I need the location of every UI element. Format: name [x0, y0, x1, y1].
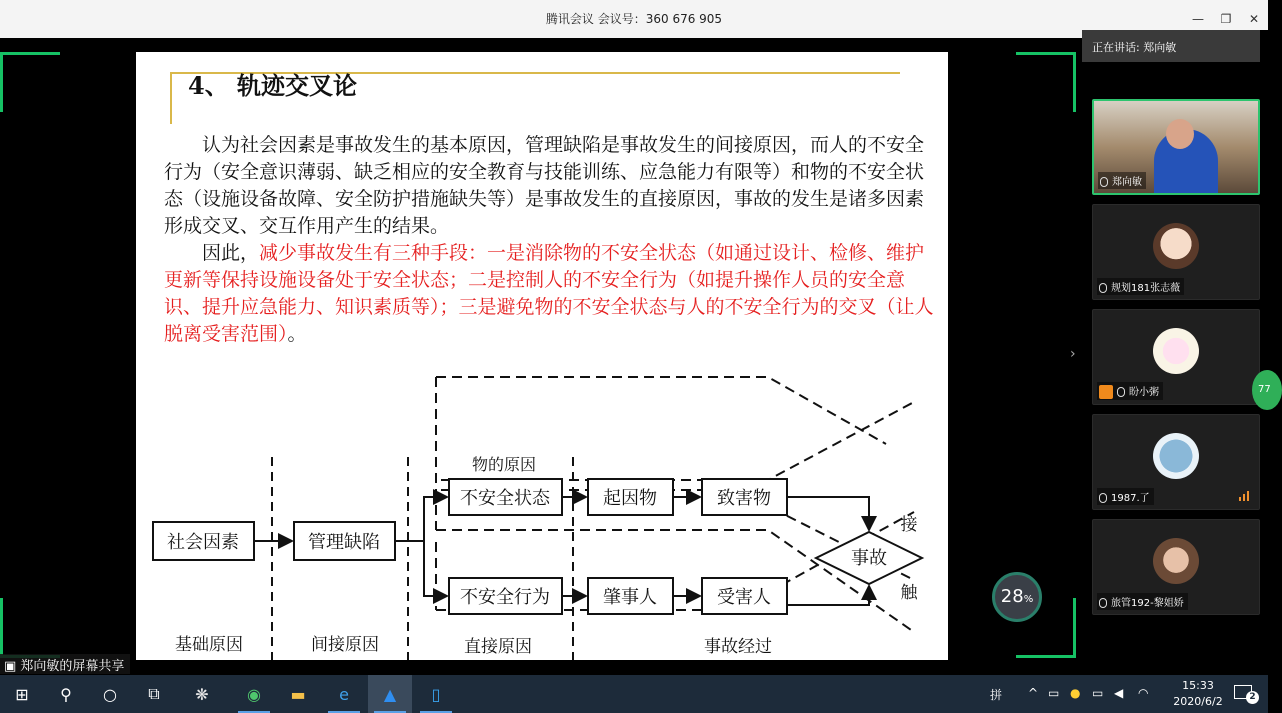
unsafe-act-label: 不安全行为 [460, 587, 550, 608]
para-end: 。 [287, 323, 307, 345]
participants-panel [1082, 30, 1268, 675]
ie-browser-icon[interactable]: e [322, 675, 366, 713]
participant-tile[interactable] [1092, 309, 1260, 405]
tray-app-icon[interactable]: ● [1070, 686, 1081, 700]
participant-tile[interactable] [1092, 99, 1260, 195]
signal-icon [1239, 491, 1251, 501]
title-rule [170, 72, 172, 124]
slide-paragraph [164, 240, 934, 348]
participant-name: 盼小粥 [1097, 382, 1163, 400]
screen-share-label: ▣ 郑向敏的屏幕共享 [0, 654, 130, 674]
app-icon[interactable]: ❋ [195, 684, 209, 704]
para-highlight: 减少事故发生有三种手段：一是消除物的不安全状态（如通过设计、检修、维护更新等保持设施设备处于安全状态；二是控制人的不安全行为（如提升操作人员的安全意识、提升应急能力、知识素质等）；三是避免物的不安全状态与人的不安全行为的交叉（让人脱离受害范围） [164, 242, 934, 345]
harm-thing-label: 致害物 [717, 488, 771, 509]
speaking-indicator: 正在讲话: 郑向敏 [1082, 30, 1260, 62]
restore-button[interactable]: ❐ [1220, 12, 1232, 26]
column-caption: 直接原因 [464, 637, 532, 657]
mic-icon [1099, 283, 1107, 293]
participant-name: 旅管192-黎姐娇 [1097, 593, 1188, 610]
cortana-icon[interactable]: ○ [103, 684, 117, 704]
slide-paragraph: 认为社会因素是事故发生的基本原因，管理缺陷是事故发生的间接原因，而人的不安全行为（安全意识薄弱、缺乏相应的安全教育与技能训练、应急能力有限等）和物的不安全状态（设施设备故障、安全防护措施缺失等）是事故发生的直接原因，事故的发生是诸多因素形成交叉、交互作用产生的结果。 [164, 134, 925, 237]
column-caption: 基础原因 [175, 635, 243, 655]
screen-share-icon: ▣ [4, 659, 21, 674]
close-button[interactable]: ✕ [1248, 12, 1260, 26]
battery-icon[interactable]: ▭ [1092, 686, 1104, 700]
panel-collapse-arrow[interactable]: › [1070, 346, 1076, 362]
minimize-button[interactable]: — [1192, 12, 1204, 26]
participant-name: 规划181张志薇 [1097, 278, 1184, 295]
notification-icon[interactable] [1234, 685, 1256, 702]
contact-label: 触 [900, 583, 918, 603]
para-lead: 因此， [202, 242, 260, 264]
mgmt-label: 管理缺陷 [308, 532, 380, 553]
mic-icon [1117, 387, 1125, 397]
mic-icon [1099, 598, 1107, 608]
chat-icon[interactable]: ▭ [1048, 686, 1060, 700]
participant-video [1166, 119, 1194, 149]
notification-count: 2 [1246, 691, 1259, 704]
column-caption: 间接原因 [311, 635, 379, 655]
contact-label: 接 [900, 515, 918, 535]
clock-time: 15:33 [1182, 679, 1214, 692]
perpetrator-label: 肇事人 [603, 587, 657, 608]
unsafe-state-label: 不安全状态 [460, 488, 550, 509]
window-title: 腾讯会议 会议号：360 676 905 [545, 12, 723, 26]
browser-app-icon[interactable]: ◉ [232, 675, 276, 713]
task-view-icon[interactable]: ⧉ [148, 684, 160, 703]
system-clock[interactable] [1168, 678, 1228, 710]
mic-icon [1100, 177, 1108, 187]
participant-tile[interactable] [1092, 414, 1260, 510]
origin-label: 起因物 [603, 488, 657, 509]
avatar [1153, 433, 1199, 479]
share-frame-corner [0, 598, 60, 658]
network-icon[interactable]: ◠ [1138, 686, 1149, 700]
floating-badge[interactable]: 77 [1252, 370, 1282, 410]
presentation-slide [136, 52, 948, 660]
mic-icon [1099, 493, 1107, 503]
user-icon [1099, 385, 1113, 399]
progress-indicator: 28% [992, 572, 1042, 622]
avatar [1153, 223, 1199, 269]
app-icon[interactable]: ▯ [414, 675, 458, 713]
clock-date: 2020/6/2 [1173, 695, 1223, 708]
file-explorer-icon[interactable]: ▬ [290, 684, 306, 704]
social-label: 社会因素 [167, 532, 239, 553]
participant-tile[interactable] [1092, 519, 1260, 615]
share-frame-corner [0, 52, 60, 112]
slide-title: 4、 轨迹交叉论 [188, 71, 358, 100]
ime-indicator[interactable]: 拼 [990, 688, 1003, 702]
participant-name: 1987.了 [1097, 488, 1154, 505]
participant-name: 郑向敏 [1098, 172, 1146, 189]
window-title-bar [0, 0, 1268, 38]
taskbar [0, 675, 1268, 713]
avatar [1153, 328, 1199, 374]
search-icon[interactable]: ⚲ [60, 684, 72, 704]
accident-label: 事故 [851, 548, 887, 569]
participant-tile[interactable] [1092, 204, 1260, 300]
victim-label: 受害人 [717, 587, 771, 608]
tray-expand-icon[interactable]: ^ [1028, 686, 1039, 700]
meeting-app-icon[interactable]: ▲ [368, 675, 412, 713]
thing-cause-label: 物的原因 [471, 455, 537, 474]
screen-share-stage [0, 38, 1082, 675]
column-caption: 事故经过 [704, 637, 772, 657]
share-frame-corner [1016, 52, 1076, 112]
avatar [1153, 538, 1199, 584]
volume-icon[interactable]: ◀ [1114, 686, 1124, 700]
trajectory-intersection-diagram [136, 362, 948, 660]
start-button[interactable]: ⊞ [15, 684, 29, 704]
